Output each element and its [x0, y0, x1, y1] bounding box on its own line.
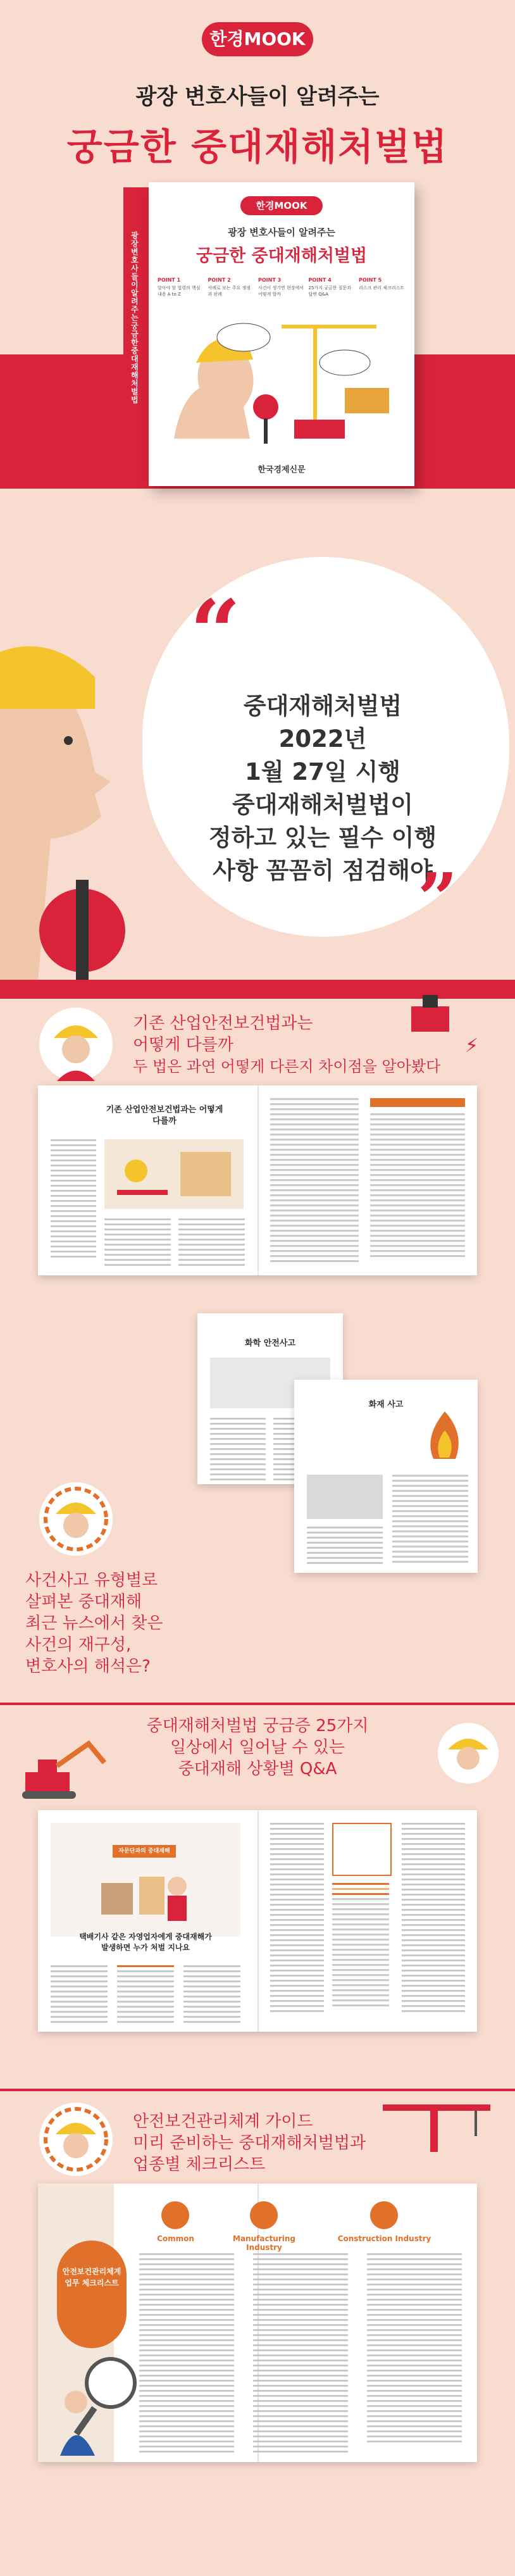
- checklist-title-line1: 안전보건관리체계: [62, 2267, 121, 2276]
- page-title-fire: 화재 사고: [368, 1400, 404, 1410]
- worker-profile-illustration: [0, 627, 164, 981]
- section2-heading-line2: 살펴본 중대재해: [25, 1592, 142, 1611]
- section3-heading-line2: 일상에서 일어날 수 있는: [170, 1738, 345, 1757]
- fire-illustration: [421, 1408, 468, 1465]
- cover-points: [158, 277, 406, 297]
- cover-publisher: 한국경제신문: [258, 465, 306, 475]
- quote-line: 중대재해처벌법: [243, 692, 402, 720]
- quote-line: 정하고 있는 필수 이행: [208, 824, 437, 851]
- photo-placeholder: [307, 1475, 383, 1519]
- section4-heading-line1: 안전보건관리체계 가이드: [133, 2112, 313, 2131]
- worker-gear-icon-2: [38, 2101, 114, 2177]
- spread-fire-page: [294, 1380, 478, 1573]
- cover-point: POINT 4 25가지 궁금한 질문과 답변 Q&A: [308, 277, 351, 297]
- spread-title: 기존 산업안전보건법과는 어떻게 다를까: [106, 1105, 223, 1126]
- quote-line: 중대재해처벌법이: [232, 791, 413, 818]
- common-icon: [161, 2201, 189, 2229]
- checklist-title-line2: 업무 체크리스트: [65, 2279, 119, 2287]
- delivery-worker-illustration: [95, 1864, 196, 1927]
- divider: [0, 1703, 515, 1705]
- section2-heading-line4: 사건의 재구성,: [25, 1635, 132, 1654]
- qa-title-line1: 택배기사 같은 자영업자에게 중대재해가: [79, 1932, 212, 1941]
- quote-close-icon: ”: [418, 858, 458, 939]
- spread-qa: [38, 1810, 477, 2032]
- book-spine: [123, 187, 149, 486]
- cover-title: 궁금한 중대재해처벌법: [195, 246, 368, 266]
- spread-table-header: [370, 1098, 465, 1107]
- page-title-chemical: 화학 안전사고: [245, 1339, 295, 1348]
- checklist-title-badge: [57, 2241, 127, 2348]
- cover-illustration: [155, 312, 408, 451]
- spread-comparison: [38, 1085, 477, 1275]
- cover-logo: 한경MOOK: [240, 196, 323, 215]
- column-construction: Construction Industry: [337, 2234, 431, 2243]
- hero-tagline: 광장 변호사들이 알려주는: [135, 84, 380, 109]
- truck-sign-icon: [405, 987, 456, 1038]
- cover-point: POINT 3 사건이 생기면 현장에서 어떻게 할까: [258, 277, 304, 297]
- construction-icon: [370, 2201, 398, 2229]
- quote-line: 1월 27일 시행: [245, 758, 400, 785]
- section4-heading-line3: 업종별 체크리스트: [133, 2155, 266, 2174]
- spine-text: 광장 변호사들이 알려주는 궁금한 중대재해처벌법: [131, 231, 139, 404]
- cover-point: POINT 1 알아야 할 법령의 핵심내용 A to Z: [158, 277, 201, 297]
- factory-icon: [250, 2201, 278, 2229]
- hero-title: 궁금한 중대재해처벌법: [66, 125, 449, 168]
- column-common: Common: [157, 2234, 194, 2243]
- book-cover: [123, 182, 414, 486]
- spread-checklist: [38, 2184, 477, 2462]
- divider: [0, 2089, 515, 2091]
- worker-icon-right: [437, 1722, 500, 1785]
- quote-open-icon: “: [190, 581, 241, 685]
- cover-point: POINT 5 리스크 관리 체크리스트: [359, 277, 405, 291]
- section2-heading-line1: 사건사고 유형별로: [25, 1571, 158, 1590]
- qa-label: 자문단과의 중대재해: [113, 1845, 176, 1858]
- inspector-illustration: [51, 2354, 139, 2456]
- section1-heading-line3: 두 법은 과연 어떻게 다른지 차이점을 알아봤다: [133, 1058, 441, 1075]
- section2-heading-line5: 변호사의 해석은?: [25, 1657, 151, 1676]
- quote-line: 2022년: [278, 725, 367, 753]
- cover-tagline: 광장 변호사들이 알려주는: [228, 227, 335, 238]
- column-manufacturing: Manufacturing Industry: [233, 2234, 295, 2252]
- excavator-icon: [19, 1734, 114, 1804]
- worker-gear-icon: [38, 1481, 114, 1557]
- section3-heading-line3: 중대재해 상황별 Q&A: [178, 1760, 337, 1779]
- section1-heading-line1: 기존 산업안전보건법과는: [133, 1014, 313, 1033]
- section4-heading-line2: 미리 준비하는 중대재해처벌법과: [133, 2134, 366, 2153]
- qa-highlight-box: [332, 1823, 392, 1876]
- bolt-icon: ⚡: [465, 1035, 479, 1057]
- brand-logo: 한경MOOK: [202, 22, 313, 56]
- section1-heading-line2: 어떻게 다를까: [133, 1035, 233, 1054]
- qa-title-line2: 발생하면 누가 처벌 지나요: [101, 1943, 190, 1952]
- spread-illustration: [104, 1139, 244, 1209]
- section2-heading-line3: 최근 뉴스에서 찾은: [25, 1614, 163, 1633]
- quote-line: 사항 꼼꼼히 점검해야: [213, 857, 433, 884]
- worker-icon: [38, 1006, 114, 1082]
- book-front: [149, 182, 414, 486]
- cover-point: POINT 2 사례로 보는 주요 쟁점과 판례: [208, 277, 251, 297]
- crane-icon: [380, 2095, 493, 2152]
- section3-heading-line1: 중대재해처벌법 궁금증 25가지: [146, 1716, 369, 1735]
